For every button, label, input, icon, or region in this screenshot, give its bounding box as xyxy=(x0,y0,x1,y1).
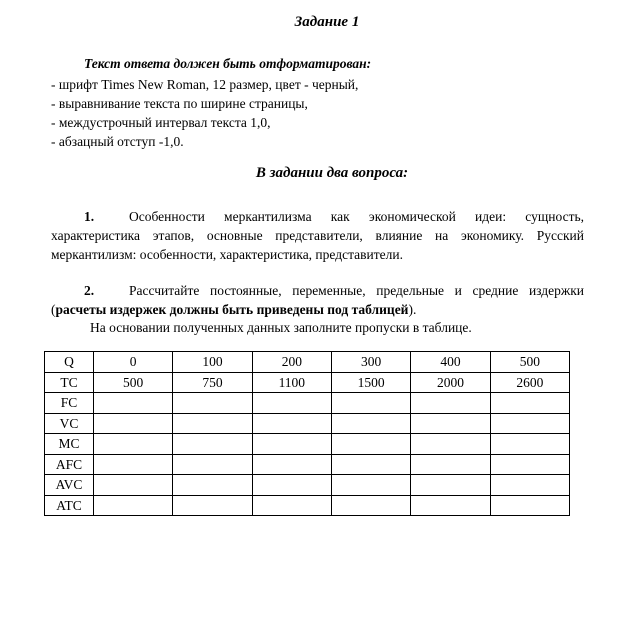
table-cell: 750 xyxy=(173,372,252,393)
question-2-text-end: ). xyxy=(408,302,417,317)
table-row xyxy=(45,475,570,496)
table-cell xyxy=(173,495,252,516)
table-cell xyxy=(94,495,173,516)
table-cell xyxy=(94,475,173,496)
table-row xyxy=(45,372,570,393)
table-cell xyxy=(252,475,331,496)
table-row xyxy=(45,454,570,475)
table-row-header: Q xyxy=(45,352,94,373)
costs-table-body xyxy=(45,352,570,516)
table-cell xyxy=(411,413,490,434)
table-cell xyxy=(490,434,569,455)
table-cell: 400 xyxy=(411,352,490,373)
table-cell: 500 xyxy=(94,372,173,393)
table-cell xyxy=(411,454,490,475)
table-cell xyxy=(252,413,331,434)
table-row-header: ATC xyxy=(45,495,94,516)
question-2-text: Рассчитайте постоянные, переменные, предельные и средние издержки ( xyxy=(51,283,584,317)
table-cell xyxy=(411,495,490,516)
table-cell: 200 xyxy=(252,352,331,373)
table-row-header: FC xyxy=(45,393,94,414)
table-cell xyxy=(173,475,252,496)
table-row-header: MC xyxy=(45,434,94,455)
table-cell: 2600 xyxy=(490,372,569,393)
table-cell xyxy=(490,495,569,516)
question-2-instruction: На основании полученных данных заполните пропуски в таблице. xyxy=(90,320,472,335)
table-cell xyxy=(252,454,331,475)
table-cell xyxy=(94,393,173,414)
table-cell: 2000 xyxy=(411,372,490,393)
question-1-number: 1. xyxy=(84,209,95,224)
table-cell: 300 xyxy=(331,352,410,373)
table-cell: 500 xyxy=(490,352,569,373)
table-row xyxy=(45,495,570,516)
table-row xyxy=(45,413,570,434)
table-cell xyxy=(173,413,252,434)
table-cell xyxy=(173,393,252,414)
format-requirements-heading: Текст ответа должен быть отформатирован: xyxy=(84,56,372,71)
table-cell xyxy=(173,454,252,475)
table-cell xyxy=(331,393,410,414)
question-1 xyxy=(51,207,584,264)
table-cell xyxy=(490,454,569,475)
table-row-header: VC xyxy=(45,413,94,434)
table-cell xyxy=(94,413,173,434)
table-cell xyxy=(490,393,569,414)
question-2-number: 2. xyxy=(84,283,95,298)
table-cell xyxy=(331,434,410,455)
table-cell xyxy=(252,495,331,516)
costs-table xyxy=(44,351,570,516)
format-requirement-item: - выравнивание текста по ширине страницы, xyxy=(51,96,308,111)
question-2 xyxy=(51,281,584,319)
table-row-header: TC xyxy=(45,372,94,393)
table-cell xyxy=(411,475,490,496)
table-cell xyxy=(331,495,410,516)
table-cell xyxy=(490,413,569,434)
question-2-bold-note: расчеты издержек должны быть приведены под таблицей xyxy=(55,302,409,317)
table-cell xyxy=(331,475,410,496)
table-cell xyxy=(252,393,331,414)
table-cell: 1500 xyxy=(331,372,410,393)
table-cell: 0 xyxy=(94,352,173,373)
table-row-header: AVC xyxy=(45,475,94,496)
question-1-text: Особенности меркантилизма как экономической идеи: сущность, характеристика этапов, основные представители, влияние на экономику. Русский меркантилизм: особенности, характеристика, представители. xyxy=(51,209,584,262)
table-cell xyxy=(94,454,173,475)
questions-heading: В задании два вопроса: xyxy=(255,165,409,181)
table-cell: 100 xyxy=(173,352,252,373)
format-requirement-item: - междустрочный интервал текста 1,0, xyxy=(51,115,271,130)
table-row xyxy=(45,434,570,455)
table-cell: 1100 xyxy=(252,372,331,393)
table-cell xyxy=(252,434,331,455)
table-cell xyxy=(331,413,410,434)
table-cell xyxy=(331,454,410,475)
table-row-header: AFC xyxy=(45,454,94,475)
format-requirement-item: - шрифт Times New Roman, 12 размер, цвет - черный, xyxy=(51,77,359,92)
table-cell xyxy=(411,393,490,414)
table-row xyxy=(45,393,570,414)
table-cell xyxy=(173,434,252,455)
format-requirement-item: - абзацный отступ -1,0. xyxy=(51,134,184,149)
table-cell xyxy=(411,434,490,455)
table-cell xyxy=(94,434,173,455)
table-cell xyxy=(490,475,569,496)
format-requirements-list xyxy=(51,75,358,151)
table-row xyxy=(45,352,570,373)
page-title: Задание 1 xyxy=(294,14,360,30)
